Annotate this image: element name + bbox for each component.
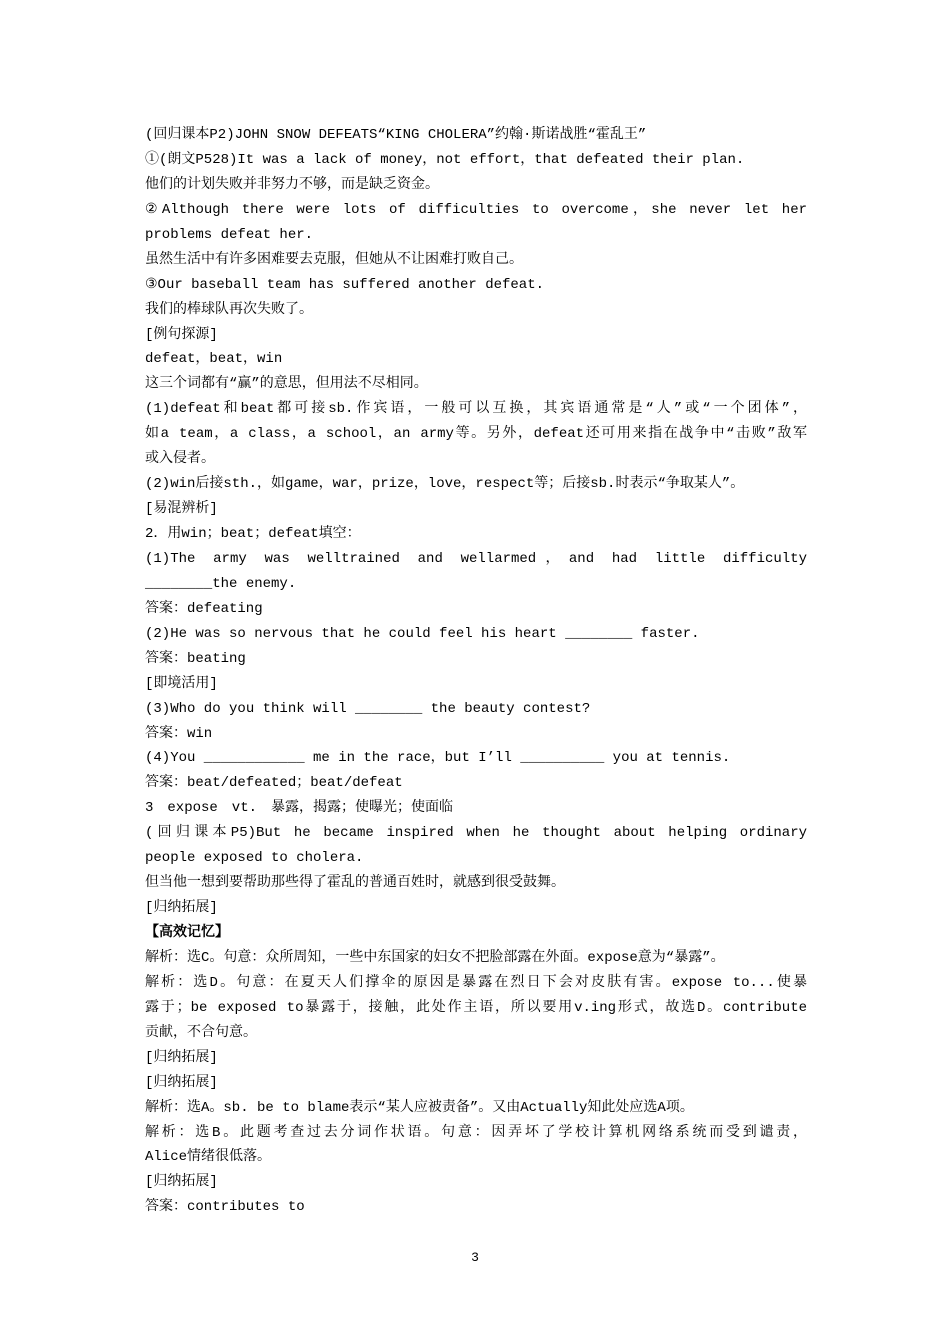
- exercise-1-line-1: (1)The army was welltrained and wellarmed，and had little difficulty: [145, 550, 807, 567]
- explanation-2-line-2: 露于；be exposed to暴露于，接触，此处作主语，所以要用v.ing形式，故选D。contribute: [145, 999, 807, 1016]
- section-label-summary-extension: [归纳拓展]: [145, 900, 218, 917]
- usage-note-1-line-3: 或入侵者。: [145, 451, 215, 468]
- usage-note-1-line-1: (1)defeat和beat都可接sb.作宾语，一般可以互换，其宾语通常是“人”或“一个团体”，: [145, 401, 807, 418]
- exercise-3: (3)Who do you think will ________ the beauty contest?: [145, 700, 591, 717]
- section-label-efficient-memory: 【高效记忆】: [145, 925, 229, 941]
- explanation-4-line-1: 解析：选B。此题考查过去分词作状语。句意：因弄坏了学校计算机网络系统而受到谴责，: [145, 1124, 807, 1141]
- example-sentence-3: ③Our baseball team has suffered another defeat.: [145, 276, 545, 293]
- textbook-sentence-translation: 但当他一想到要帮助那些得了霍乱的普通百姓时，就感到很受鼓舞。: [145, 875, 565, 892]
- page-number: 3: [471, 1250, 479, 1265]
- section-label-contextual-practice: [即境活用]: [145, 675, 218, 692]
- explanation-2-line-3: 贡献，不合句意。: [145, 1024, 257, 1041]
- exercise-instruction: 2．用win；beat；defeat填空：: [145, 526, 361, 542]
- usage-note-1-line-2: 如a team，a class，a school，an army等。另外，defeat还可用来指在战争中“击败”敌军: [145, 426, 807, 443]
- explanation-1: 解析：选C。句意：众所周知，一些中东国家的妇女不把脸部露在外面。expose意为“暴露”。: [145, 949, 725, 966]
- example-sentence-2-line-1: ②Although there were lots of difficulties to overcome，she never let her: [145, 201, 807, 218]
- exercise-4-answer: 答案：beat/defeated；beat/defeat: [145, 775, 403, 792]
- usage-note-intro: 这三个词都有“赢”的意思，但用法不尽相同。: [145, 376, 428, 393]
- exercise-1-answer: 答案：defeating: [145, 600, 263, 617]
- document-body: [145, 123, 807, 1220]
- exercise-3-answer: 答案：win: [145, 725, 213, 742]
- example-sentence-2-line-2: problems defeat her.: [145, 226, 314, 243]
- section-label-summary-extension-4: [归纳拓展]: [145, 1174, 218, 1191]
- vocab-entry-expose: 3 expose vt. 暴露，揭露；使曝光；使面临: [145, 800, 454, 817]
- section-label-summary-extension-3: [归纳拓展]: [145, 1074, 218, 1091]
- exercise-2-answer: 答案：beating: [145, 650, 246, 667]
- section-label-example-source: [例句探源]: [145, 326, 218, 343]
- exercise-4: (4)You ____________ me in the race，but I’ll __________ you at tennis.: [145, 750, 731, 767]
- usage-note-2: (2)win后接sth.，如game，war，prize，love，respect等；后接sb.时表示“争取某人”。: [145, 476, 745, 493]
- exercise-2: (2)He was so nervous that he could feel his heart ________ faster.: [145, 625, 700, 642]
- explanation-2-line-1: 解析：选D。句意：在夏天人们撑伞的原因是暴露在烈日下会对皮肤有害。expose to...使暴: [145, 974, 807, 991]
- word-group-title: defeat，beat，win: [145, 351, 283, 368]
- textbook-sentence-line-1: (回归课本P5)But he became inspired when he thought about helping ordinary: [145, 825, 807, 842]
- textbook-reference-heading: (回归课本P2)JOHN SNOW DEFEATS“KING CHOLERA”约翰·斯诺战胜“霍乱王”: [145, 127, 647, 143]
- example-translation-1: 他们的计划失败并非努力不够，而是缺乏资金。: [145, 176, 439, 193]
- example-sentence-1: ①(朗文P528)It was a lack of money，not effort，that defeated their plan.: [145, 151, 745, 168]
- answer-contributes-to: 答案：contributes to: [145, 1199, 305, 1216]
- exercise-1-line-2: ________the enemy.: [145, 575, 297, 592]
- example-translation-3: 我们的棒球队再次失败了。: [145, 301, 313, 318]
- section-label-summary-extension-2: [归纳拓展]: [145, 1049, 218, 1066]
- explanation-3: 解析：选A。sb. be to blame表示“某人应被责备”。又由Actually知此处应选A项。: [145, 1099, 694, 1116]
- textbook-sentence-line-2: people exposed to cholera.: [145, 850, 364, 867]
- explanation-4-line-2: Alice情绪很低落。: [145, 1149, 272, 1166]
- example-translation-2: 虽然生活中有许多困难要去克服，但她从不让困难打败自己。: [145, 251, 523, 268]
- section-label-confusion-analysis: [易混辨析]: [145, 501, 218, 518]
